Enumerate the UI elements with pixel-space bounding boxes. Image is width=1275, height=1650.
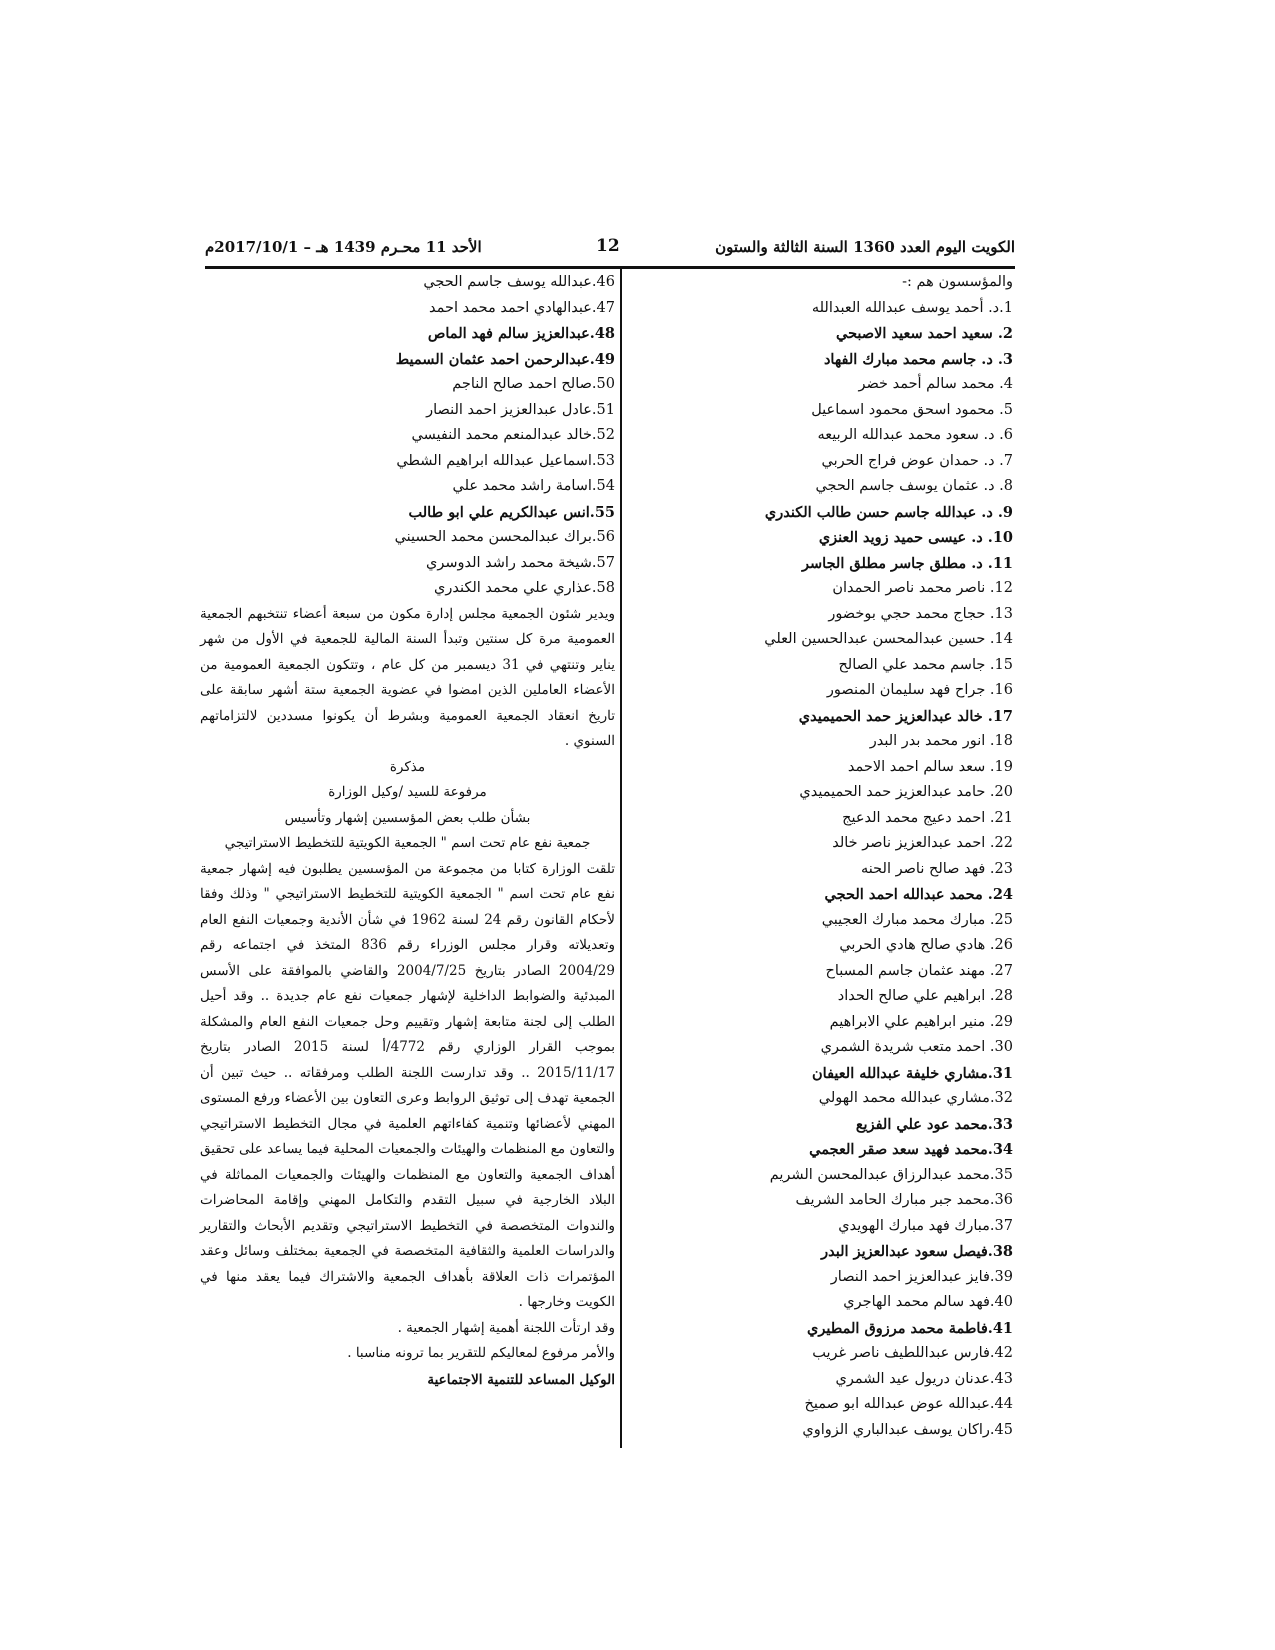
founder-item: 45.راكان يوسف عبدالباري الزواوي xyxy=(802,1421,1013,1438)
founder-item: 27. مهند عثمان جاسم المسباح xyxy=(825,962,1013,979)
founder-item: 44.عبدالله عوض عبدالله ابو صميخ xyxy=(804,1396,1013,1412)
founder-item: 41.فاطمة محمد مرزوق المطيري xyxy=(806,1319,1013,1337)
management-paragraph: ويدير شئون الجمعية مجلس إدارة مكون من سبعة أعضاء تنتخبهم الجمعية العمومية مرة كل سنتين وتبدأ السنة المالية للجمعية في الأول من شهر يناير وتنتهي في 31 ديسمبر من كل عام ، وتتكون الجمعية العمومية من الأعضاء العاملين الذين امضوا في عضوية الجمعية ستة أشهر سابقة على تاريخ انعقاد الجمعية العمومية وبشرط أن يكونوا مسددين لالتزاماتهم السنوي . xyxy=(200,605,615,749)
memo-body: تلقت الوزارة كتابا من مجموعة من المؤسسين يطلبون فيه إشهار جمعية نفع عام تحت اسم " الجمعية الكويتية للتخطيط الاستراتيجي " وذلك وفقا لأحكام القانون رقم 24 لسنة 1962 في شأن الأندية وجمعيات النفع العام وتعديلاته وقرار مجلس الوزراء رقم 836 المتخذ في اجتماعه رقم 2004/29 الصادر بتاريخ 2004/7/25 والقاضي بالموافقة على الأسس المبدئية والضوابط الداخلية لإشهار جمعيات نفع عام جديدة .. وقد أحيل الطلب إلى لجنة متابعة إشهار وتقييم وحل جمعيات النفع العام والمشكلة بموجب القرار الوزاري رقم 4772/أ لسنة 2015 الصادر بتاريخ 2015/11/17 .. وقد تدارست اللجنة الطلب ومرفقاته .. حيث تبين أن الجمعية تهدف إلى توثيق الروابط وعرى التعاون بين الأعضاء ورفع المستوى المهني لأعضائها وتنمية كفاءاتهم العلمية في مجال التخطيط الاستراتيجي والتعاون مع المنظمات والهيئات والجمعيات المحلية فيما يساعد على تحقيق أهداف الجمعية والتعاون مع المنظمات والهيئات والجمعيات المماثلة في البلاد الخارجية في سبيل التقدم والتكامل المهني وإقامة المحاضرات والندوات المتخصصة في التخطيط الاستراتيجي وتقديم الأبحاث والتقارير والدراسات العلمية والثقافية المتخصصة في الجمعية بمختلف وسائل وعقد المؤتمرات ذات العلاقة بأهداف الجمعية والاشتراك فيما يعقد منها في الكويت وخارجها . xyxy=(200,860,615,1310)
header-issue-info: الكويت اليوم العدد 1360 السنة الثالثة والستون xyxy=(715,238,1015,256)
founder-item: 47.عبدالهادي احمد محمد احمد xyxy=(429,299,615,316)
founder-item: 51.عادل عبدالعزيز احمد النصار xyxy=(426,401,615,418)
founder-item: 58.عذاري علي محمد الكندري xyxy=(434,580,615,596)
founder-item: 36.محمد جبر مبارك الحامد الشريف xyxy=(795,1192,1013,1208)
founders-list-right xyxy=(623,270,1013,1443)
founder-item: 13. حجاج محمد حجي بوخضور xyxy=(828,605,1013,622)
founder-item: 25. مبارك محمد مبارك العجيبي xyxy=(821,911,1013,928)
founder-item: 57.شيخة محمد راشد الدوسري xyxy=(425,554,615,571)
founder-item: 32.مشاري عبدالله محمد الهولي xyxy=(818,1090,1013,1106)
memo-closing-committee: وقد ارتأت اللجنة أهمية إشهار الجمعية . xyxy=(397,1319,615,1336)
founder-item: 48.عبدالعزيز سالم فهد الماص xyxy=(427,325,615,342)
founder-item: 33.محمد عود علي الفزيع xyxy=(855,1115,1013,1133)
founder-item: 21. احمد دعيج محمد الدعيج xyxy=(842,809,1013,826)
founder-item: 16. جراح فهد سليمان المنصور xyxy=(826,682,1013,698)
founder-item: 3. د. جاسم محمد مبارك الفهاد xyxy=(823,350,1013,368)
founder-item: 24. محمد عبدالله احمد الحجي xyxy=(824,886,1013,903)
founder-item: 12. ناصر محمد ناصر الحمدان xyxy=(832,580,1013,596)
founder-item: 17. خالد عبدالعزيز حمد الحميميدي xyxy=(798,707,1013,725)
founder-item: 35.محمد عبدالرزاق عبدالمحسن الشريم xyxy=(769,1166,1013,1183)
founder-item: 14. حسين عبدالمحسن عبدالحسين العلي xyxy=(764,631,1013,647)
founder-item: 9. د. عبدالله جاسم حسن طالب الكندري xyxy=(764,503,1013,521)
founder-item: 1.د. أحمد يوسف عبدالله العبدالله xyxy=(811,299,1013,316)
founder-item: 18. انور محمد بدر البدر xyxy=(869,733,1013,749)
founders-intro: والمؤسسون هم :- xyxy=(902,274,1013,290)
founder-item: 22. احمد عبدالعزيز ناصر خالد xyxy=(832,835,1013,851)
founder-item: 54.اسامة راشد محمد علي xyxy=(452,478,615,494)
founder-item: 34.محمد فهيد سعد صقر العجمي xyxy=(809,1141,1013,1158)
memo-closing-request: والأمر مرفوع لمعاليكم للتقرير بما ترونه مناسبا . xyxy=(347,1345,615,1361)
founder-item: 29. منير ابراهيم علي الابراهيم xyxy=(829,1013,1013,1030)
founder-item: 39.فايز عبدالعزيز احمد النصار xyxy=(830,1268,1013,1285)
founder-item: 10. د. عيسى حميد زويد العنزي xyxy=(818,529,1013,546)
founder-item: 4. محمد سالم أحمد خضر xyxy=(858,376,1013,392)
founders-list-left xyxy=(200,270,615,602)
memo-signature: الوكيل المساعد للتنمية الاجتماعية xyxy=(427,1371,615,1388)
founder-item: 19. سعد سالم احمد الاحمد xyxy=(847,758,1013,775)
founder-item: 6. د. سعود محمد عبدالله الربيعه xyxy=(817,427,1013,443)
founder-item: 23. فهد صالح ناصر الحنه xyxy=(861,860,1013,877)
founder-item: 5. محمود اسحق محمود اسماعيل xyxy=(811,401,1013,418)
founder-item: 52.خالد عبدالمنعم محمد النفيسي xyxy=(411,427,615,443)
page-number: 12 xyxy=(596,236,620,256)
left-column xyxy=(200,270,615,1393)
founder-item: 49.عبدالرحمن احمد عثمان السميط xyxy=(395,350,615,368)
founder-item: 31.مشاري خليفة عبدالله العيفان xyxy=(812,1064,1013,1082)
founder-item: 15. جاسم محمد علي الصالح xyxy=(838,656,1013,673)
founder-item: 7. د. حمدان عوض فراج الحربي xyxy=(821,452,1013,469)
founder-item: 20. حامد عبدالعزيز حمد الحميميدي xyxy=(799,784,1013,800)
founder-item: 30. احمد متعب شريدة الشمري xyxy=(820,1039,1013,1055)
memo-subject: بشأن طلب بعض المؤسسين إشهار وتأسيس xyxy=(284,809,531,826)
founder-item: 55.انس عبدالكريم علي ابو طالب xyxy=(408,503,615,521)
founder-item: 37.مبارك فهد مبارك الهويدي xyxy=(838,1217,1013,1234)
founder-item: 2. سعيد احمد سعيد الاصبحي xyxy=(835,325,1013,342)
header-date: الأحد 11 محـرم 1439 هـ – 2017/10/1م xyxy=(205,238,482,256)
founder-item: 38.فيصل سعود عبدالعزيز البدر xyxy=(821,1243,1013,1260)
founder-item: 8. د. عثمان يوسف جاسم الحجي xyxy=(815,478,1013,494)
founder-item: 42.فارس عبداللطيف ناصر غريب xyxy=(812,1345,1013,1361)
founder-item: 11. د. مطلق جاسر مطلق الجاسر xyxy=(802,554,1013,572)
founder-item: 43.عدنان دريول عيد الشمري xyxy=(835,1370,1013,1387)
founder-item: 46.عبدالله يوسف جاسم الحجي xyxy=(423,274,615,290)
founder-item: 28. ابراهيم علي صالح الحداد xyxy=(837,988,1013,1004)
memo-subject-line2: جمعية نفع عام تحت اسم " الجمعية الكويتية للتخطيط الاستراتيجي xyxy=(224,835,591,851)
founder-item: 56.براك عبدالمحسن محمد الحسيني xyxy=(394,529,615,545)
founder-item: 26. هادي صالح هادي الحربي xyxy=(839,937,1013,953)
column-divider xyxy=(620,268,622,1448)
founder-item: 50.صالح احمد صالح الناجم xyxy=(452,376,615,392)
memo-title: مذكرة xyxy=(389,758,426,775)
page-header xyxy=(205,236,1015,269)
founder-item: 53.اسماعيل عبدالله ابراهيم الشطي xyxy=(396,452,615,469)
founder-item: 40.فهد سالم محمد الهاجري xyxy=(843,1294,1013,1310)
memo-recipient: مرفوعة للسيد /وكيل الوزارة xyxy=(328,784,487,800)
